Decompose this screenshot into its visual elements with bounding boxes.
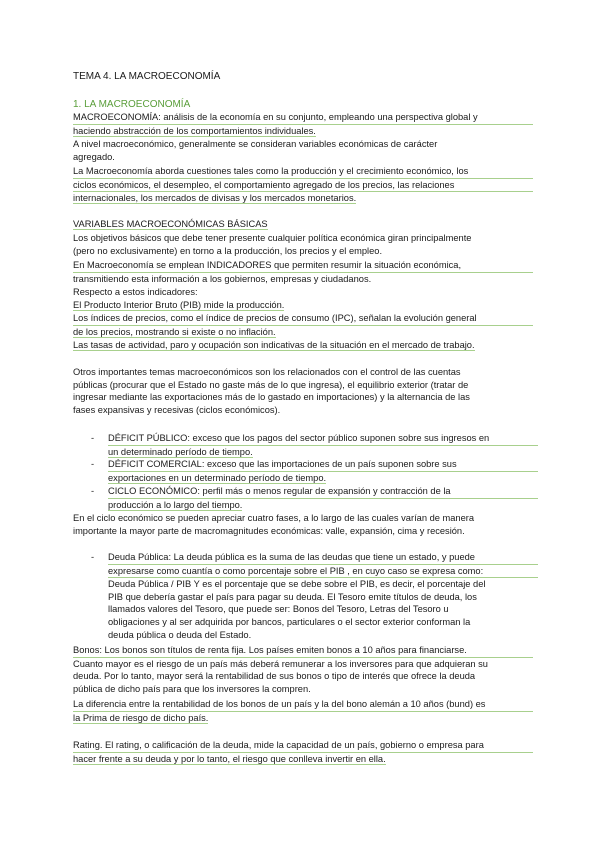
paragraph-precios: Los índices de precios, como el índice de precios de consumo (IPC), señalan la evolución general de los precios, mostrando si existe o no inflación.	[73, 312, 533, 338]
paragraph-prima-riesgo: La diferencia entre la rentabilidad de los bonos de un país y la del bono alemán a 10 años (bund) es la Prima de riesgo de dicho país.	[73, 698, 533, 724]
paragraph-definicion: MACROECONOMÍA: análisis de la economía en su conjunto, empleando una perspectiva global y haciendo abstracción de los comportamientos individuales.	[73, 111, 533, 137]
paragraph-tasas: Las tasas de actividad, paro y ocupación son indicativas de la situación en el mercado de trabajo.	[73, 340, 475, 350]
paragraph-rating: Rating. El rating, o calificación de la deuda, mide la capacidad de un país, gobierno o empresa para hacer frente a su deuda y por lo tanto, el riesgo que conlleva invertir en ella.	[73, 739, 533, 765]
paragraph-respecto: Respecto a estos indicadores: El Producto Interior Bruto (PIB) mide la producción.	[73, 287, 285, 310]
paragraph-cuestiones: La Macroeconomía aborda cuestiones tales como la producción y el crecimiento económico, los ciclos económicos, el desempleo, el comportamiento agregado de los precios, las relaciones internacionales, los mercados de divisas y los mercados monetarios.	[73, 165, 533, 205]
paragraph-cuatro-fases: En el ciclo económico se pueden apreciar cuatro fases, a lo largo de las cuales varían de manera importante la mayor parte de macromagnitudes económicas: valle, expansión, cima y recesión.	[73, 513, 475, 536]
section-heading-macroeconomia: 1. LA MACROECONOMÍA	[73, 99, 191, 110]
paragraph-otros-temas: Otros importantes temas macroeconómicos son los relacionados con el control de las cuentas públicas (procurar que el Estado no gaste más de lo que ingresa), el equilibrio exterior (tratar de ingresar mediante las exportaciones más de lo gastado en importaciones) y la alternancia de las fases expansivas y recesivas (ciclos económicos).	[73, 367, 470, 415]
paragraph-objetivos: Los objetivos básicos que debe tener presente cualquier política económica giran principalmente (pero no exclusivamente) en torno a la producción, los precios y el empleo.	[73, 233, 472, 256]
document-title: TEMA 4. LA MACROECONOMÍA	[73, 71, 221, 82]
paragraph-bonos: Bonos: Los bonos son títulos de renta fija. Los países emiten bonos a 10 años para financiarse. Cuanto mayor es el riesgo de un país más deberá remunerar a los inversores para que adquieran su deuda. Por lo tanto, mayor será la rentabilidad de sus bonos o tipo de interés que ofrece la deuda pública de dicho país para que los inversores la compren.	[73, 644, 533, 695]
paragraph-nivel-macro: A nivel macroeconómico, generalmente se consideran variables económicas de carácter agregado.	[73, 139, 438, 162]
paragraph-indicadores: En Macroeconomía se emplean INDICADORES que permiten resumir la situación económica, transmitiendo esta información a los gobiernos, empresas y ciudadanos.	[73, 259, 533, 285]
section-heading-variables: VARIABLES MACROECONÓMICAS BÁSICAS	[73, 219, 268, 229]
